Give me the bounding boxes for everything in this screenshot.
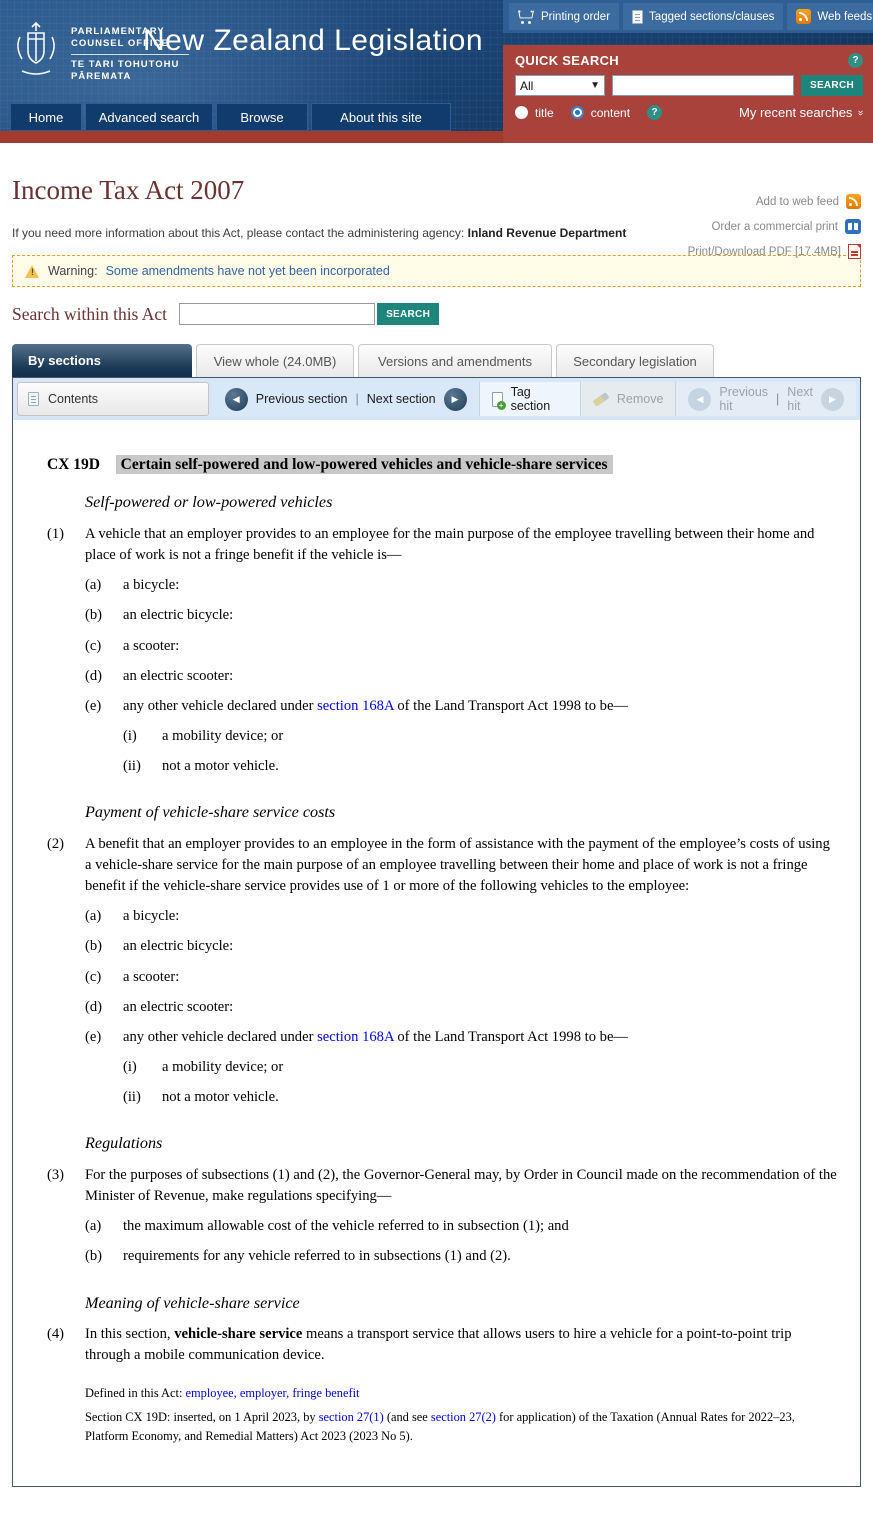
chevron-down-icon: ▼ [590, 80, 600, 91]
crosshead: Payment of vehicle-share service costs [85, 803, 336, 822]
org-name-maori: TE TARI TOHUTOHU PĀREMATA [71, 58, 180, 82]
book-icon [845, 219, 861, 234]
hit-nav-segment: ◀ Previous hit | Next hit ▶ [675, 382, 856, 416]
subsection-label: (1) [47, 525, 65, 542]
site-header [0, 0, 873, 143]
search-category-select[interactable] [515, 75, 605, 96]
radio-title-label: title [535, 105, 554, 120]
double-chevron-icon: » [855, 109, 867, 116]
radio-content[interactable] [571, 106, 584, 119]
document-icon [632, 10, 643, 24]
administering-agency: Inland Revenue Department [467, 226, 627, 240]
section-27-1-link[interactable]: section 27(1) [318, 1409, 384, 1424]
warning-icon [25, 265, 40, 278]
section-168A-link[interactable]: section 168A [317, 1028, 394, 1045]
list-subitem: (ii) not a motor vehicle. [123, 758, 279, 775]
list-item: (e) any other vehicle declared under section 168A of the Land Transport Act 1998 to be— (i) a mobility device; or (ii) not a motor vehicle. [85, 1027, 838, 1108]
rss-icon [796, 9, 811, 24]
list-item: (c) a scooter: [85, 637, 180, 654]
search-within-label: Search within this Act [12, 303, 168, 324]
tag-section-button[interactable]: + Tag section [479, 382, 580, 416]
nav-home[interactable]: Home [10, 103, 82, 131]
next-hit-button: Next hit [787, 385, 813, 413]
help-icon[interactable]: ? [647, 105, 662, 120]
subsection-label: (3) [47, 1166, 65, 1183]
tab-by-sections[interactable]: By sections [12, 344, 192, 377]
search-category-value: All [520, 78, 534, 93]
contents-icon [28, 392, 39, 406]
subsection-text: For the purposes of subsections (1) and (2), the Governor-General may, by Order in Council made on the recommendation of the Minister of Revenue, make regulations specifying— [85, 1166, 837, 1205]
list-item: (b) requirements for any vehicle referred to in subsections (1) and (2). [85, 1248, 511, 1265]
defined-term-employer-link[interactable]: employer, [239, 1386, 290, 1401]
previous-section-icon[interactable]: ◀ [225, 388, 248, 411]
subsection-label: (4) [47, 1326, 65, 1342]
defined-terms-note: Defined in this Act: employee, employer, fringe benefit [85, 1386, 360, 1401]
previous-hit-button: Previous hit [719, 385, 769, 413]
order-commercial-print-link[interactable]: Order a commercial print [711, 219, 861, 234]
web-feeds-label: Web feeds [817, 10, 873, 23]
printing-order-label: Printing order [541, 10, 611, 23]
section-27-2-link[interactable]: section 27(2) [430, 1409, 496, 1424]
warning-link[interactable]: Some amendments have not yet been incorporated [105, 264, 390, 278]
section-number: CX 19D [47, 456, 100, 473]
list-item: (a) a bicycle: [85, 908, 180, 925]
list-item: (a) a bicycle: [85, 577, 180, 594]
act-section-body [13, 420, 860, 1486]
my-recent-searches[interactable]: My recent searches » [739, 105, 867, 120]
crosshead: Meaning of vehicle-share service [85, 1293, 300, 1312]
subsection-1 [47, 524, 838, 786]
help-icon[interactable]: ? [848, 53, 863, 68]
section-toolbar [13, 378, 860, 420]
previous-section-button[interactable]: Previous section [255, 392, 348, 406]
search-within-button[interactable]: SEARCH [377, 303, 439, 325]
section-heading [47, 454, 838, 476]
site-title[interactable]: New Zealand Legislation [143, 24, 484, 57]
list-subitem: (ii) not a motor vehicle. [123, 1089, 279, 1106]
act-title: Income Tax Act 2007 [12, 175, 245, 205]
print-download-pdf-link[interactable]: Print/Download PDF [17.4MB] [688, 244, 861, 259]
quick-search-title: QUICK SEARCH [515, 53, 619, 68]
org-name: PARLIAMENTARY COUNSEL OFFICE [71, 26, 189, 55]
warning-banner [12, 255, 861, 287]
section-notes [85, 1384, 838, 1445]
tab-secondary-legislation[interactable]: Secondary legislation [556, 344, 714, 377]
next-section-icon[interactable]: ▶ [444, 388, 467, 411]
main-nav [10, 103, 451, 131]
quick-search-button[interactable]: SEARCH [801, 75, 863, 96]
subsection-4 [47, 1324, 838, 1375]
list-subitem: (i) a mobility device; or [123, 1059, 284, 1076]
list-item: (b) an electric bicycle: [85, 607, 234, 624]
subsection-text: A benefit that an employer provides to an employee in the form of assistance with the payment of the employee’s costs of using a vehicle-share service for the main purpose of an employee travelling between their home and place of work is not a fringe benefit if the vehicle-share service provides use of 1 or more of the following vehicles to the employee: [85, 835, 830, 895]
section-title-highlighted: Certain self-powered and low-powered vehicles and vehicle-share services [116, 455, 613, 474]
subsection-3 [47, 1165, 838, 1277]
list-item: (b) an electric bicycle: [85, 938, 234, 955]
add-to-web-feed-link[interactable]: Add to web feed [756, 194, 861, 209]
list-item: (e) any other vehicle declared under section 168A of the Land Transport Act 1998 to be— (i) a mobility device; or (ii) not a motor vehicle. [85, 696, 838, 777]
search-within-act [12, 303, 861, 325]
subsection-label: (2) [47, 835, 65, 852]
tab-view-whole[interactable]: View whole (24.0MB) [196, 344, 354, 377]
crosshead: Self-powered or low-powered vehicles [85, 493, 333, 512]
rss-icon [846, 194, 861, 209]
history-note: Section CX 19D: inserted, on 1 April 2023, by section 27(1) (and see section 27(2) for application) of the Taxation (Annual Rates for 2022–23, Platform Economy, and Remedial Matters) Act 2023 (2023 No 5). [85, 1409, 795, 1443]
next-section-button[interactable]: Next section [366, 392, 436, 406]
web-feeds-link[interactable] [787, 3, 873, 30]
printing-order-link[interactable] [509, 3, 619, 30]
list-item: (a) the maximum allowable cost of the vehicle referred to in subsection (1); and [85, 1218, 569, 1235]
warning-label: Warning: [48, 264, 98, 278]
subsection-text: A vehicle that an employer provides to an employee for the main purpose of the employee travelling between their home and place of work is not a fringe benefit if the vehicle is— [85, 525, 815, 564]
page-content [0, 175, 873, 1487]
nav-advanced-search[interactable]: Advanced search [85, 103, 213, 131]
pdf-icon [848, 244, 861, 259]
crosshead: Regulations [85, 1134, 163, 1153]
list-item: (d) an electric scooter: [85, 667, 234, 684]
header-utility-bar [503, 0, 873, 33]
remove-highlight-button: Remove [580, 382, 676, 416]
defined-term-fringe-benefit-link[interactable]: fringe benefit [292, 1386, 360, 1401]
nav-about-this-site[interactable]: About this site [311, 103, 451, 131]
defined-term: vehicle-share service [174, 1326, 303, 1342]
section-168A-link[interactable]: section 168A [317, 697, 394, 714]
tag-section-icon [492, 392, 503, 407]
subsection-text: In this section, vehicle-share service means a transport service that allows users to hire a vehicle for a point-to-point trip through a mobile communication device. [85, 1326, 792, 1364]
section-content-box [12, 377, 861, 1487]
next-hit-icon: ▶ [821, 388, 844, 411]
search-within-input[interactable] [179, 303, 375, 325]
tab-versions-amendments[interactable]: Versions and amendments [358, 344, 552, 377]
act-view-tabs [12, 344, 861, 377]
list-item: (d) an electric scooter: [85, 998, 234, 1015]
list-subitem: (i) a mobility device; or [123, 728, 284, 745]
section-nav-segment: ◀ Previous section | Next section ▶ [213, 382, 479, 416]
nav-browse[interactable]: Browse [216, 103, 308, 131]
tagged-sections-label: Tagged sections/clauses [649, 10, 775, 23]
cart-icon [518, 9, 535, 24]
previous-hit-icon: ◀ [688, 388, 711, 411]
highlighter-icon [592, 392, 609, 407]
quick-search-panel [503, 45, 873, 143]
defined-term-employee-link[interactable]: employee, [185, 1386, 237, 1401]
quick-search-input[interactable] [612, 75, 794, 96]
tagged-sections-link[interactable] [623, 3, 783, 30]
subsection-2 [47, 834, 838, 1118]
act-action-links [688, 194, 861, 259]
list-item: (c) a scooter: [85, 968, 180, 985]
coat-of-arms-icon [10, 21, 62, 79]
radio-content-label: content [590, 105, 631, 120]
radio-title[interactable] [515, 106, 528, 119]
administering-agency-note: If you need more information about this Act, please contact the administering agency: Inland Revenue Department [12, 226, 627, 240]
contents-button[interactable]: Contents [17, 382, 209, 416]
